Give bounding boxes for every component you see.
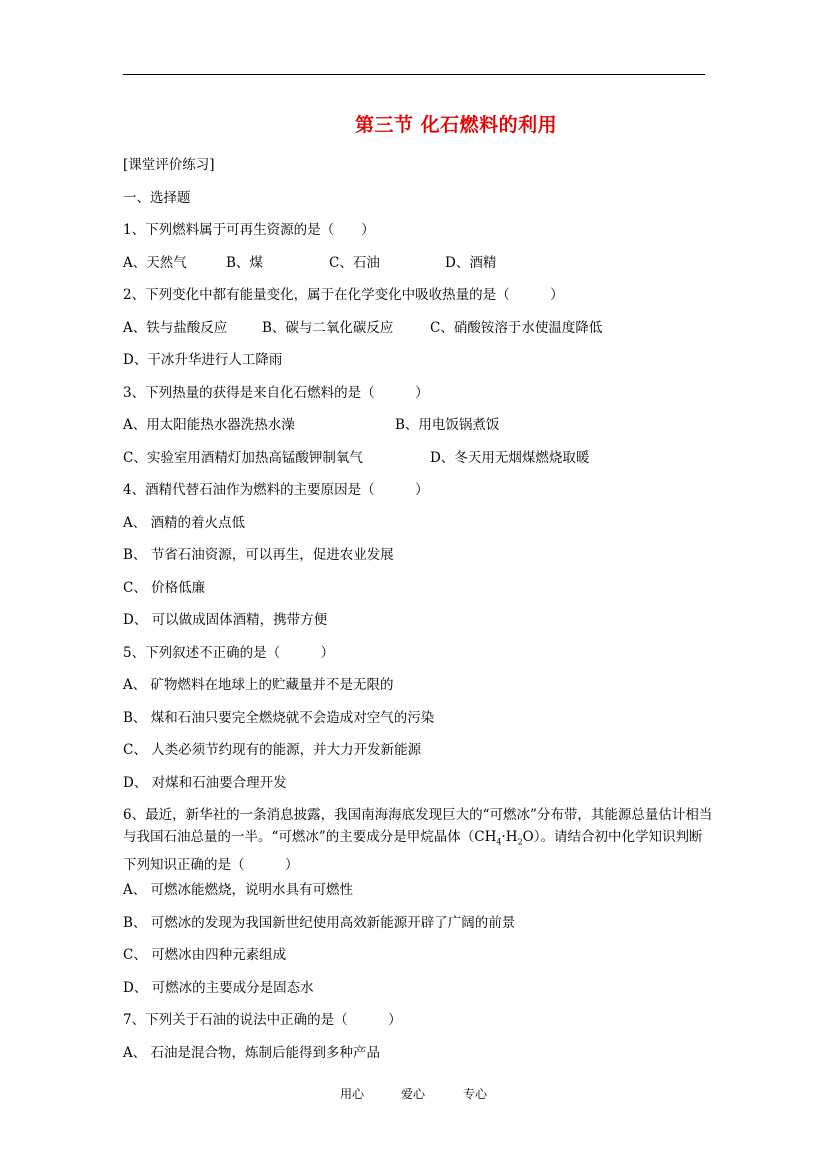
footer-text-1: 用心 [340,1087,365,1101]
question-1-option-b: B、煤 [226,255,263,271]
header-rule [123,74,705,75]
question-2-option-a: A、铁与盐酸反应 [123,320,228,336]
question-7-option-a: A、 石油是混合物，炼制后能得到多种产品 [123,1045,381,1061]
question-4-option-d: D、 可以做成固体酒精，携带方便 [123,612,328,628]
question-6-option-b: B、 可燃冰的发现为我国新世纪使用高效新能源开辟了广阔的前景 [123,915,516,931]
question-7-stem: 7、下列关于石油的说法中正确的是（ ） [123,1012,402,1028]
question-5-option-c: C、 人类必须节约现有的能源，并大力开发新能源 [123,742,422,758]
question-1-stem: 1、下列燃料属于可再生资源的是（ ） [123,222,375,238]
question-1-option-d: D、酒精 [445,255,497,271]
question-5-option-a: A、 矿物燃料在地球上的贮藏量并不是无限的 [123,677,394,693]
question-6-option-d: D、 可燃冰的主要成分是固态水 [123,980,314,996]
question-3-option-a: A、用太阳能热水器洗热水澡 [123,417,295,433]
section-label: [课堂评价练习] [123,157,215,173]
question-6-stem-part-2: ·H [501,829,518,845]
question-2-option-c: C、硝酸铵溶于水使温度降低 [430,320,603,336]
question-3-stem: 3、下列热量的获得是来自化石燃料的是（ ） [123,385,429,401]
section-heading: 一、选择题 [123,190,191,206]
question-6-option-c: C、 可燃冰由四种元素组成 [123,947,287,963]
question-3-option-d: D、冬天用无烟煤燃烧取暖 [430,450,590,466]
question-6-stem-part-3: O）。请结合初中化学知识判断下列知识正确的是（ ） [123,829,703,873]
question-1-option-c: C、石油 [329,255,380,271]
page-title: 第三节 化石燃料的利用 [355,114,558,136]
question-6-stem-part-1: 6、最近，新华社的一条消息披露，我国南海海底发现巨大的“可燃冰”分布带，其能源总量估计相当与我国石油总量的一半。“可燃冰”的主要成分是甲烷晶体（CH [123,807,713,845]
question-5-option-d: D、 对煤和石油要合理开发 [123,775,287,791]
question-6-option-a: A、 可燃冰能燃烧，说明水具有可燃性 [123,882,354,898]
question-4-option-a: A、 酒精的着火点低 [123,515,246,531]
footer-text-2: 爱心 [401,1087,426,1101]
question-2-option-d: D、干冰升华进行人工降雨 [123,352,283,368]
water-subscript: 2 [517,837,523,847]
question-4-stem: 4、酒精代替石油作为燃料的主要原因是（ ） [123,482,429,498]
question-3-option-c: C、实验室用酒精灯加热高锰酸钾制氧气 [123,450,363,466]
question-3-option-b: B、用电饭锅煮饭 [395,417,500,433]
footer-text-3: 专心 [463,1087,488,1101]
question-5-option-b: B、 煤和石油只要完全燃烧就不会造成对空气的污染 [123,710,435,726]
question-5-stem: 5、下列叙述不正确的是（ ） [123,645,335,661]
question-1-option-a: A、天然气 [123,255,187,271]
question-2-stem: 2、下列变化中都有能量变化，属于在化学变化中吸收热量的是（ ） [123,287,564,303]
question-4-option-c: C、 价格低廉 [123,580,206,596]
methane-subscript: 4 [496,837,502,847]
question-4-option-b: B、 节省石油资源，可以再生，促进农业发展 [123,547,394,563]
question-2-option-b: B、碳与二氧化碳反应 [262,320,394,336]
question-6-stem [123,804,715,876]
